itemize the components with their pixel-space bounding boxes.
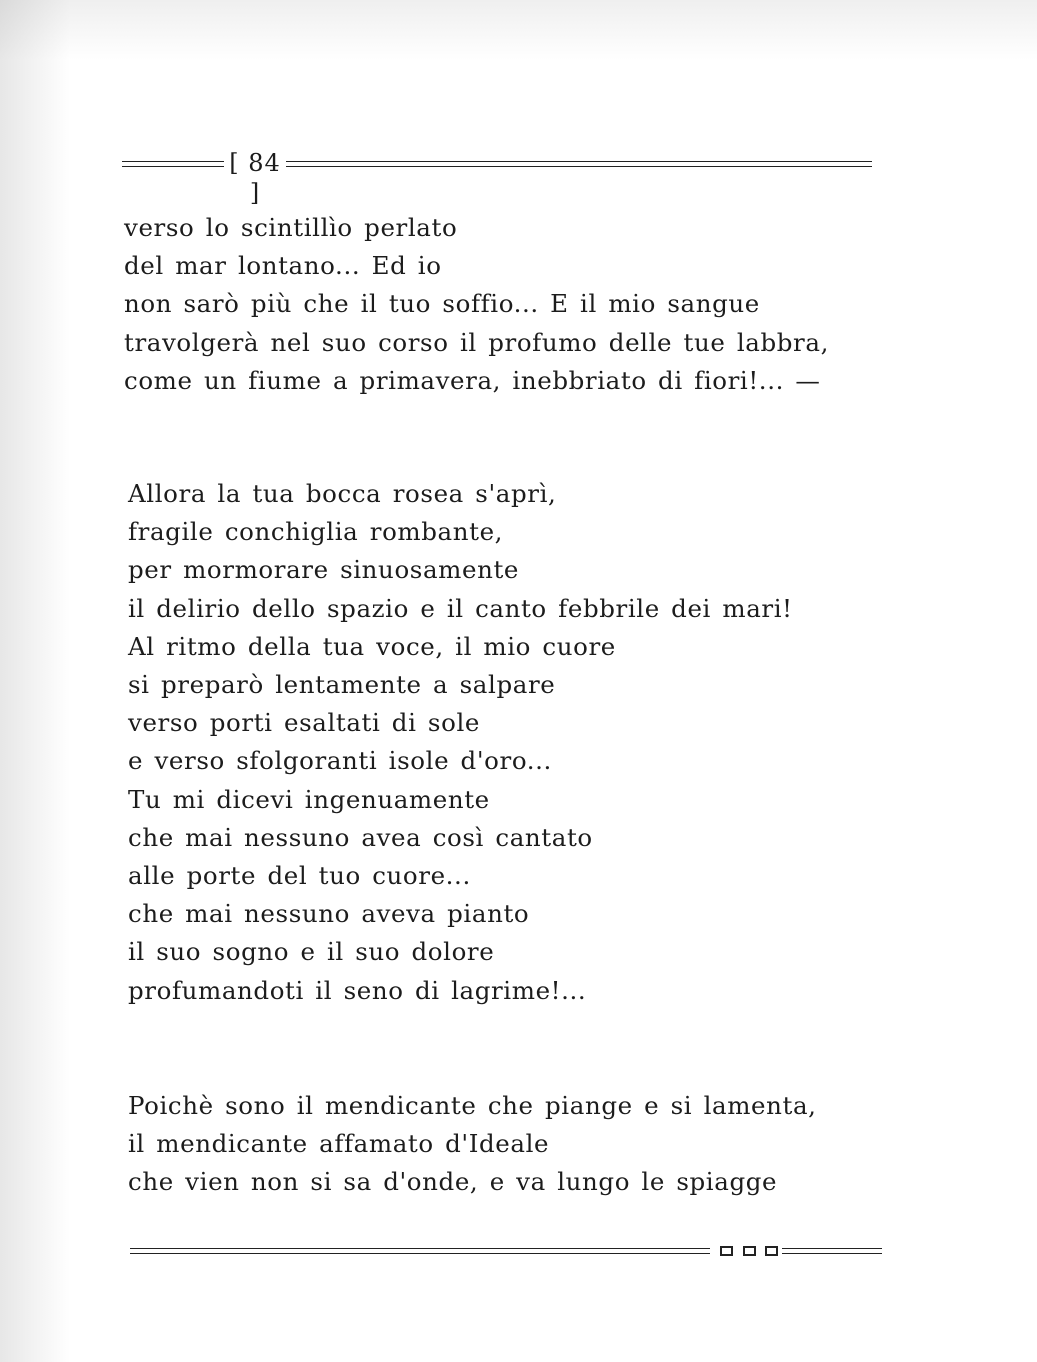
header-rule-left	[122, 161, 224, 167]
scanned-page-top-edge	[0, 0, 1037, 60]
verse-line: fragile conchiglia rombante,	[128, 517, 504, 547]
stanza-1	[124, 209, 829, 400]
page-footer	[130, 1242, 882, 1262]
verse-line: Al ritmo della tua voce, il mio cuore	[128, 631, 616, 661]
verse-line: il suo sogno e il suo dolore	[128, 937, 495, 967]
header-rule-right	[286, 161, 872, 167]
verse-line: Poichè sono il mendicante che piange e si lamenta,	[128, 1091, 817, 1120]
verse-line: si preparò lentamente a salpare	[128, 670, 556, 700]
verse-line: profumandoti il seno di lagrime!...	[128, 975, 587, 1005]
verse-line: che mai nessuno avea così cantato	[128, 822, 593, 852]
footer-ornament	[720, 1242, 778, 1260]
scanned-page-edge	[0, 0, 70, 1362]
page-header	[122, 149, 874, 207]
verse-line: che vien non si sa d'onde, e va lungo le spiagge	[128, 1167, 778, 1197]
stanza-3	[128, 1087, 817, 1202]
footer-rule-left	[130, 1248, 710, 1254]
square-ornament-icon	[720, 1246, 733, 1256]
stanza-2	[128, 475, 793, 1010]
verse-line: che mai nessuno aveva pianto	[128, 899, 530, 929]
verse-line: per mormorare sinuosamente	[128, 555, 520, 585]
verse-line: e verso sfolgoranti isole d'oro...	[128, 746, 552, 776]
page-number: [ 84 ]	[229, 149, 281, 207]
verse-line: il mendicante affamato d'Ideale	[128, 1129, 550, 1159]
square-ornament-icon	[765, 1246, 778, 1256]
verse-line: Allora la tua bocca rosea s'aprì,	[128, 479, 557, 508]
footer-rule-right	[782, 1248, 882, 1254]
square-ornament-icon	[743, 1246, 756, 1256]
verse-line: il delirio dello spazio e il canto febbrile dei mari!	[128, 593, 793, 623]
verse-line: alle porte del tuo cuore...	[128, 861, 471, 891]
verse-line: non sarò più che il tuo soffio... E il mio sangue	[124, 289, 760, 319]
verse-line: come un fiume a primavera, inebbriato di fiori!... —	[124, 365, 821, 395]
verse-line: del mar lontano... Ed io	[124, 251, 442, 281]
verse-line: verso lo scintillìo perlato	[124, 213, 458, 242]
verse-line: travolgerà nel suo corso il profumo delle tue labbra,	[124, 327, 829, 357]
verse-line: Tu mi dicevi ingenuamente	[128, 784, 490, 814]
verse-line: verso porti esaltati di sole	[128, 708, 480, 738]
